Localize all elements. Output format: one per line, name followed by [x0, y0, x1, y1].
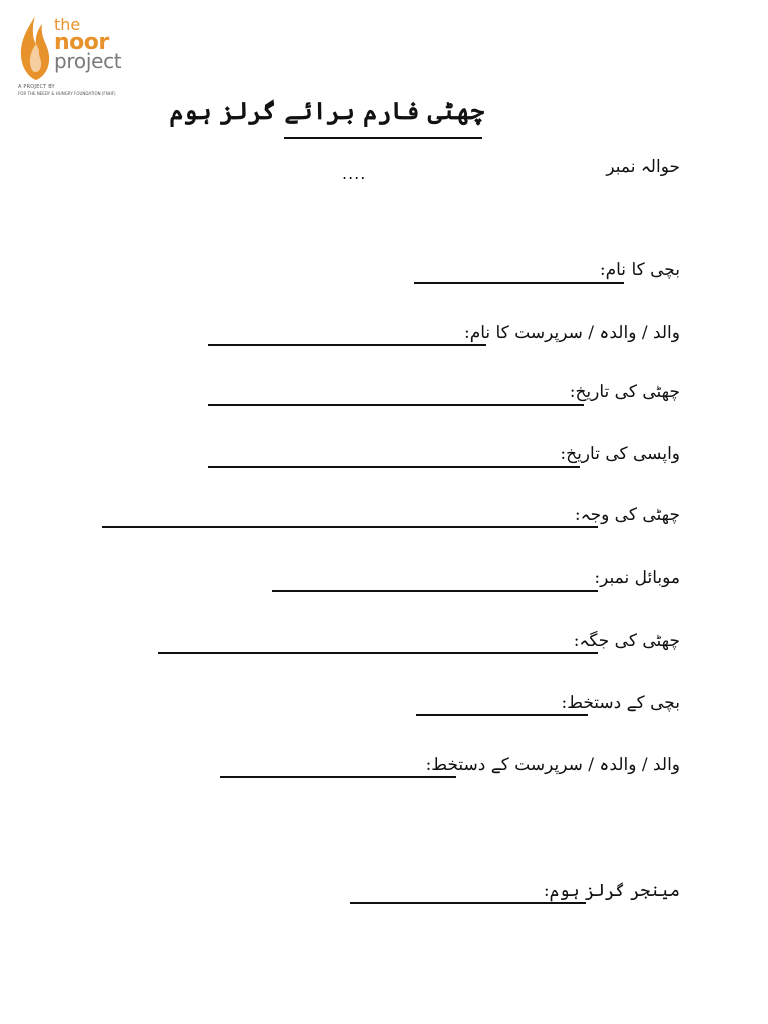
- logo-line-project: project: [54, 49, 122, 73]
- logo-line-noor: noor: [54, 30, 109, 55]
- field-label: چھٹی کی تاریخ:: [569, 382, 680, 402]
- field-input-line[interactable]: [158, 652, 598, 654]
- reference-number-value[interactable]: ....: [342, 164, 367, 183]
- field-label: والد / والدہ / سرپرست کے دستخط:: [425, 755, 680, 775]
- field-row-manager-signature: [0, 878, 768, 914]
- field-row-leave-place: [0, 628, 768, 664]
- title-underline: [284, 137, 482, 139]
- form-title: چھٹی فارم برائے گرلز ہوم: [169, 96, 484, 125]
- field-row-leave-date: [0, 380, 768, 416]
- field-label: مینجر گرلز ہوم:: [543, 881, 680, 901]
- flame-icon: [18, 14, 52, 82]
- field-input-line[interactable]: [350, 902, 586, 904]
- field-input-line[interactable]: [102, 526, 598, 528]
- field-label: موبائل نمبر:: [594, 568, 680, 588]
- field-input-line[interactable]: [416, 714, 588, 716]
- field-input-line[interactable]: [208, 404, 584, 406]
- field-input-line[interactable]: [208, 344, 486, 346]
- noor-project-logo: [18, 14, 148, 100]
- field-label: واپسی کی تاریخ:: [560, 444, 680, 464]
- field-label: والد / والدہ / سرپرست کا نام:: [463, 323, 680, 343]
- field-row-girl-signature: [0, 690, 768, 726]
- logo-line-the: the: [54, 15, 81, 34]
- reference-number-label: حوالہ نمبر: [606, 157, 680, 177]
- field-label: بچی کا نام:: [599, 260, 680, 280]
- field-label: بچی کے دستخط:: [561, 693, 680, 713]
- field-input-line[interactable]: [272, 590, 598, 592]
- field-row-girl-name: [0, 258, 768, 294]
- field-input-line[interactable]: [208, 466, 580, 468]
- field-label: چھٹی کی وجہ:: [574, 505, 680, 525]
- field-row-mobile-number: [0, 566, 768, 602]
- field-label: چھٹی کی جگہ:: [573, 631, 680, 651]
- field-input-line[interactable]: [220, 776, 456, 778]
- field-row-guardian-signature: [0, 752, 768, 788]
- logo-foundation-text: FOR THE NEEDY & HUNGRY FOUNDATION (FNHF): [18, 91, 116, 96]
- field-row-leave-reason: [0, 502, 768, 538]
- field-row-guardian-name: [0, 320, 768, 356]
- field-input-line[interactable]: [414, 282, 624, 284]
- logo-wordmark: [54, 15, 122, 73]
- field-row-return-date: [0, 442, 768, 478]
- logo-subtitle: A PROJECT BY: [18, 84, 55, 90]
